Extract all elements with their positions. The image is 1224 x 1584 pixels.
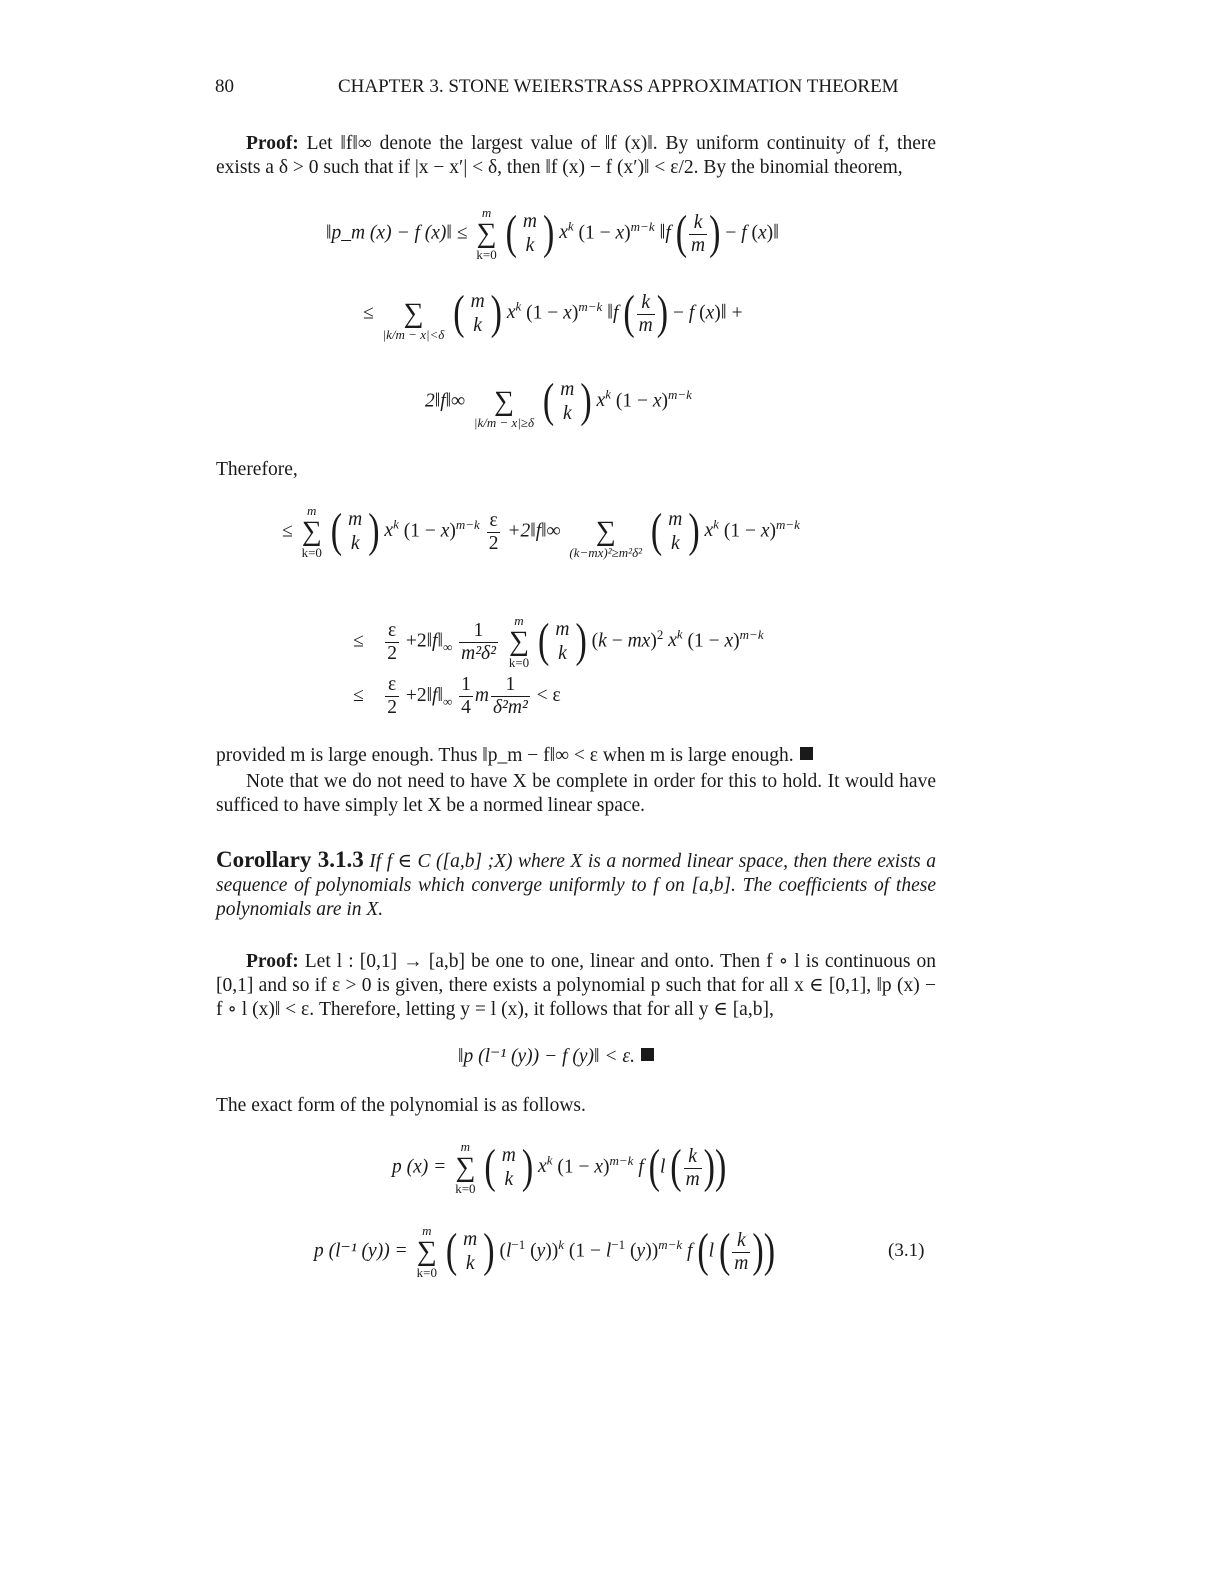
therefore-label: Therefore, [216,459,298,480]
corollary-text: If f ∈ C ([a,b] ;X) where X is a normed linear space, then there exists a sequence of polynomials which converge uniformly to f on [a,b]. The coefficients of these polynomials are in X. [216,851,936,920]
note-paragraph: Note that we do not need to have X be complete in order for this to hold. It would have sufficed to have simply let X be a normed linear space. [216,771,936,816]
equation-1: ‖p_m (x) − f (x)‖ ≤ m ∑ k=0 ( m k ) $x^k$ $(1 - x)^{m-k}$ ‖f ( $\frac{k}{m}$ ) − f (x)‖ [326,205,780,262]
equation-6: ≤ $\frac{\varepsilon}{2}$ $+2‖f‖_\infty$ $\frac{1}{4}$ m $\frac{1}{\text{δ²m²}}$ < ε [353,674,561,718]
equation-3: 2‖f‖∞ ∑ |k/m − x|≥δ ( m k ) $x^k$ $(1 - x)^{m-k}$ [425,375,692,430]
equation-5-relation: ≤ [353,630,364,652]
qed-square-icon-2 [641,1048,654,1061]
proof-text: Let ‖f‖∞ denote the largest value of ‖f (x)‖. By uniform continuity of f, there exists a δ > 0 such that if |x − x′| < δ, then ‖f (x) − f (x′)‖ < ε/2. By the binomial theorem, [216,133,936,178]
exact-form-text: The exact form of the polynomial is as follows. [216,1095,586,1116]
corollary-block [216,848,936,922]
equation-4: ≤ m ∑ k=0 ( m k ) $x^k$ $(1 - x)^{m-k}$ $\frac{\varepsilon}{2}$ +2‖f‖∞ ∑ (k−mx)²≥m²δ² ( m k ) $x^k$ $(1 - x)^{m-k}$ [282,503,800,560]
proof-conclusion-text: provided m is large enough. Thus ‖p_m − f‖∞ < ε when m is large enough. [216,745,794,766]
corollary-title: Corollary 3.1.3 [216,847,364,872]
equation-8-lhs: p (x) = [392,1156,447,1178]
equation-8: p (x) = m ∑ k=0 ( m k ) $x^k$ $(1 - x)^{m-k}$ f (l ( $\frac{k}{m}$ )) [392,1139,727,1196]
equation-1-lhs: ‖p_m (x) − f (x)‖ ≤ [326,222,468,244]
equation-9-lhs: p (l⁻¹ (y)) = [314,1240,408,1262]
proof-conclusion [216,744,936,768]
equation-5: ≤ $\frac{\varepsilon}{2}$ $+2‖f‖_\infty$ $\frac{1}{\text{m²δ²}}$ m ∑ k=0 ( m k ) (k − mx)$^2$ $x^k$ $(1 - x)^{m-k}$ [353,613,764,670]
proof-label: Proof: [246,133,299,154]
equation-9: p (l⁻¹ (y)) = m ∑ k=0 ( m k ) ($l^{-1}$ (y))$^k$ ($1 - l^{-1}$ (y))$^{m-k}$ f (l ( $\frac{k}{m}$ )) [314,1223,776,1280]
equation-4-relation: ≤ [282,520,293,542]
proof-paragraph-1 [216,132,936,180]
equation-7-text: ‖p (l⁻¹ (y)) − f (y)‖ < ε. [458,1046,635,1067]
equation-2: ≤ ∑ |k/m − x|<δ ( m k ) $x^k$ $(1 - x)^{m-k}$ ‖f ( $\frac{k}{m}$ ) − f (x)‖ + [363,287,743,342]
proof-paragraph-2 [216,950,936,1022]
chapter-title: CHAPTER 3. STONE WEIERSTRASS APPROXIMATION THEOREM [338,76,899,97]
equation-2-relation: ≤ [363,302,374,324]
equation-6-relation: ≤ [353,684,364,706]
qed-square-icon [800,747,813,760]
equation-4-mid: +2‖f‖∞ [507,520,561,542]
equation-3-coef: 2‖f‖∞ [425,390,466,412]
equation-7 [458,1044,654,1068]
proof-2-label: Proof: [246,951,299,972]
proof-2-text: Let l : [0,1] → [a,b] be one to one, linear and onto. Then f ∘ l is continuous on [0,1] and so if ε > 0 is given, there exists a polynomial p such that for all x ∈ [0,1], ‖p (x) − f ∘ l (x)‖ < ε. Therefore, letting y = l (x), it follows that for all y ∈ [a,b], [216,951,936,1020]
equation-number: (3.1) [888,1240,925,1261]
page-number: 80 [215,76,234,97]
